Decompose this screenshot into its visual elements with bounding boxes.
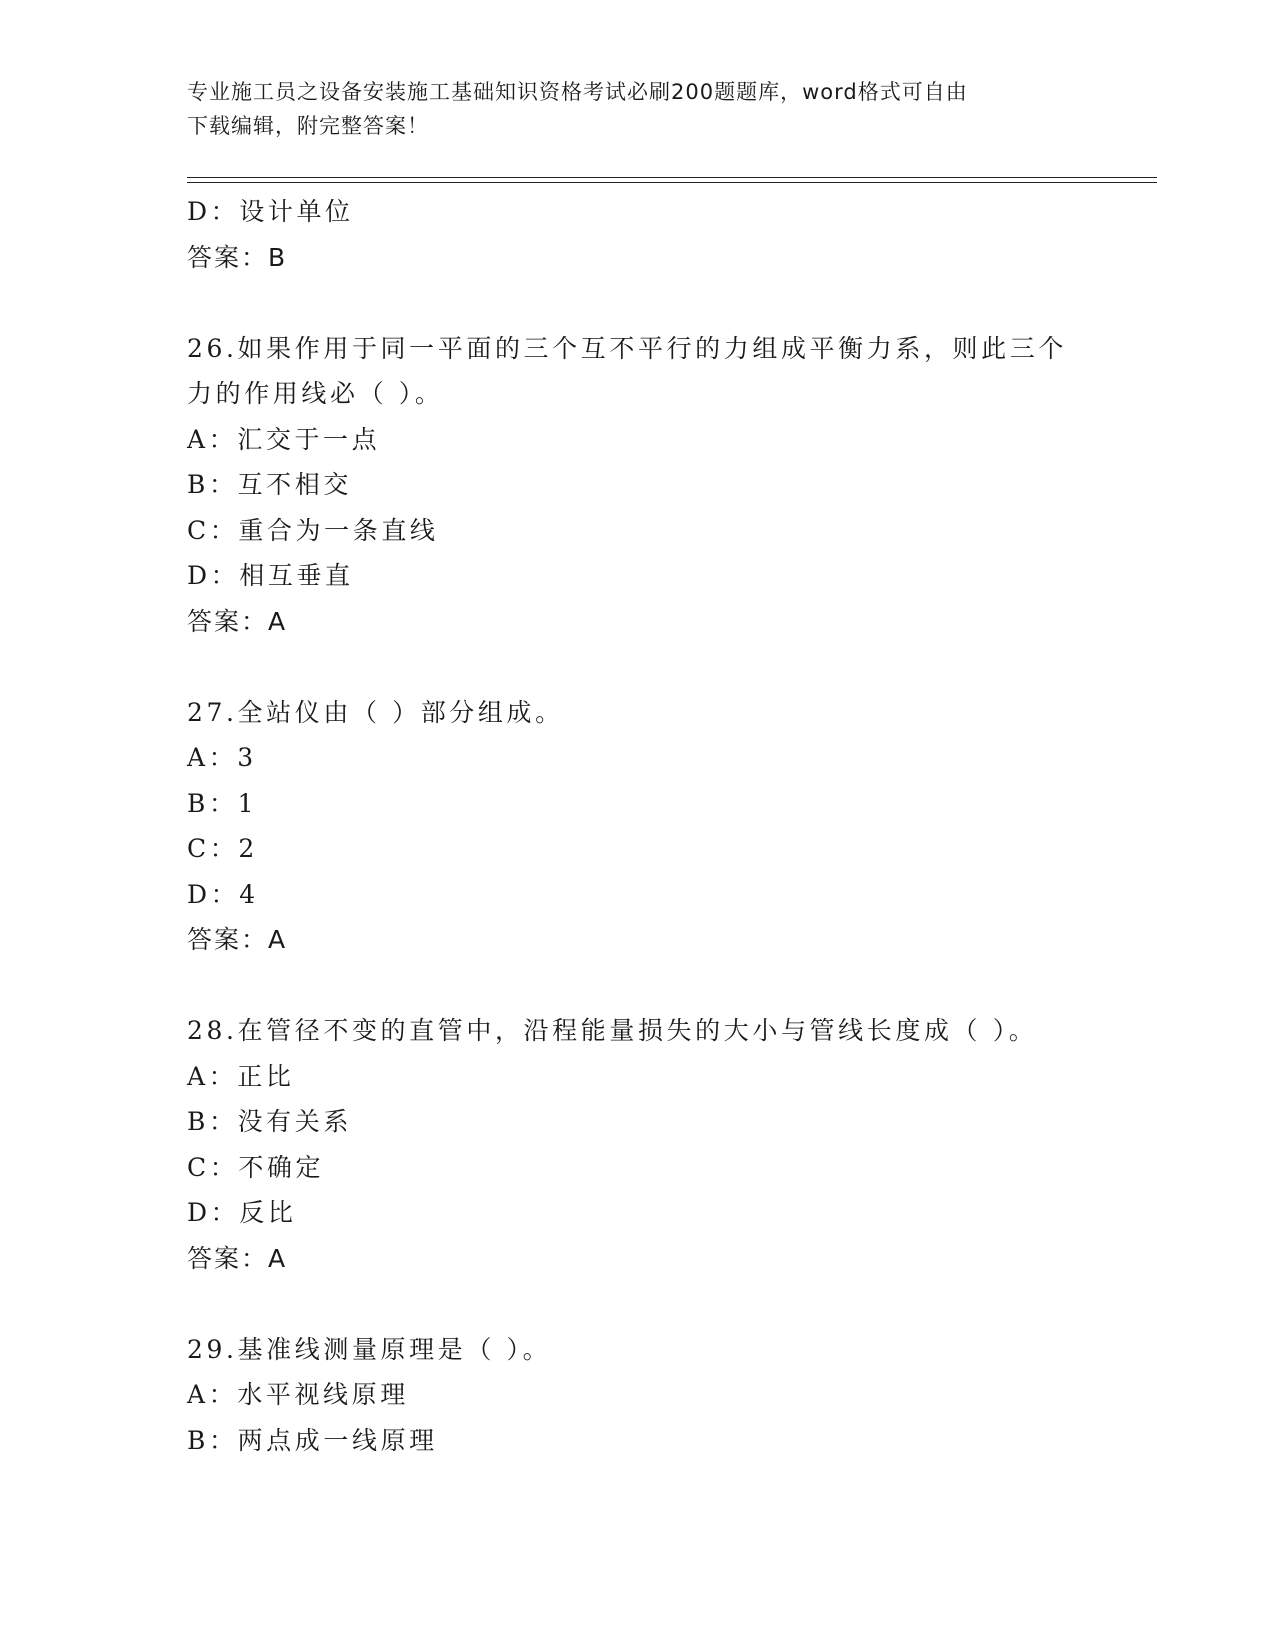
question-stem: 26.如果作用于同一平面的三个互不平行的力组成平衡力系，则此三个: [187, 333, 1067, 363]
option-b: B：没有关系: [187, 1107, 352, 1136]
question-stem: 29.基准线测量原理是（ ）。: [187, 1334, 552, 1364]
option-c: C：2: [187, 834, 258, 863]
answer: 答案：B: [187, 242, 288, 272]
option-c: C：重合为一条直线: [187, 515, 439, 545]
question-stem: 27.全站仪由（ ）部分组成。: [187, 697, 564, 727]
header-title-line-1: 专业施工员之设备安装施工基础知识资格考试必刷200题题库，word格式可自由: [187, 80, 968, 104]
option-b: B：1: [187, 788, 258, 818]
question-stem-continued: 力的作用线必（ ）。: [187, 379, 444, 408]
question-28: [187, 1008, 1157, 1281]
answer: 答案：A: [187, 925, 288, 954]
answer: 答案：A: [187, 1243, 288, 1273]
question-stem: 28.在管径不变的直管中，沿程能量损失的大小与管线长度成（ ）。: [187, 1016, 1038, 1045]
header-divider-bottom: [187, 182, 1157, 183]
option-c: C：不确定: [187, 1152, 325, 1182]
option-d: D：设计单位: [187, 197, 354, 226]
option-d: D：反比: [187, 1198, 297, 1227]
option-d: D：相互垂直: [187, 561, 354, 590]
document-header: [187, 75, 1087, 143]
option-b: B：互不相交: [187, 470, 352, 499]
header-divider-top: [187, 177, 1157, 178]
question-29: [187, 1327, 1157, 1464]
answer: 答案：A: [187, 606, 288, 636]
header-title-line-2: 下载编辑，附完整答案！: [187, 114, 429, 138]
option-b: B：两点成一线原理: [187, 1425, 438, 1455]
question-list: [187, 189, 1157, 1463]
option-a: A：3: [187, 743, 257, 772]
option-a: A：汇交于一点: [187, 424, 381, 454]
question-26: [187, 326, 1157, 645]
option-a: A：正比: [187, 1061, 295, 1091]
question-27: [187, 690, 1157, 963]
option-a: A：水平视线原理: [187, 1380, 409, 1409]
option-d: D：4: [187, 879, 259, 909]
